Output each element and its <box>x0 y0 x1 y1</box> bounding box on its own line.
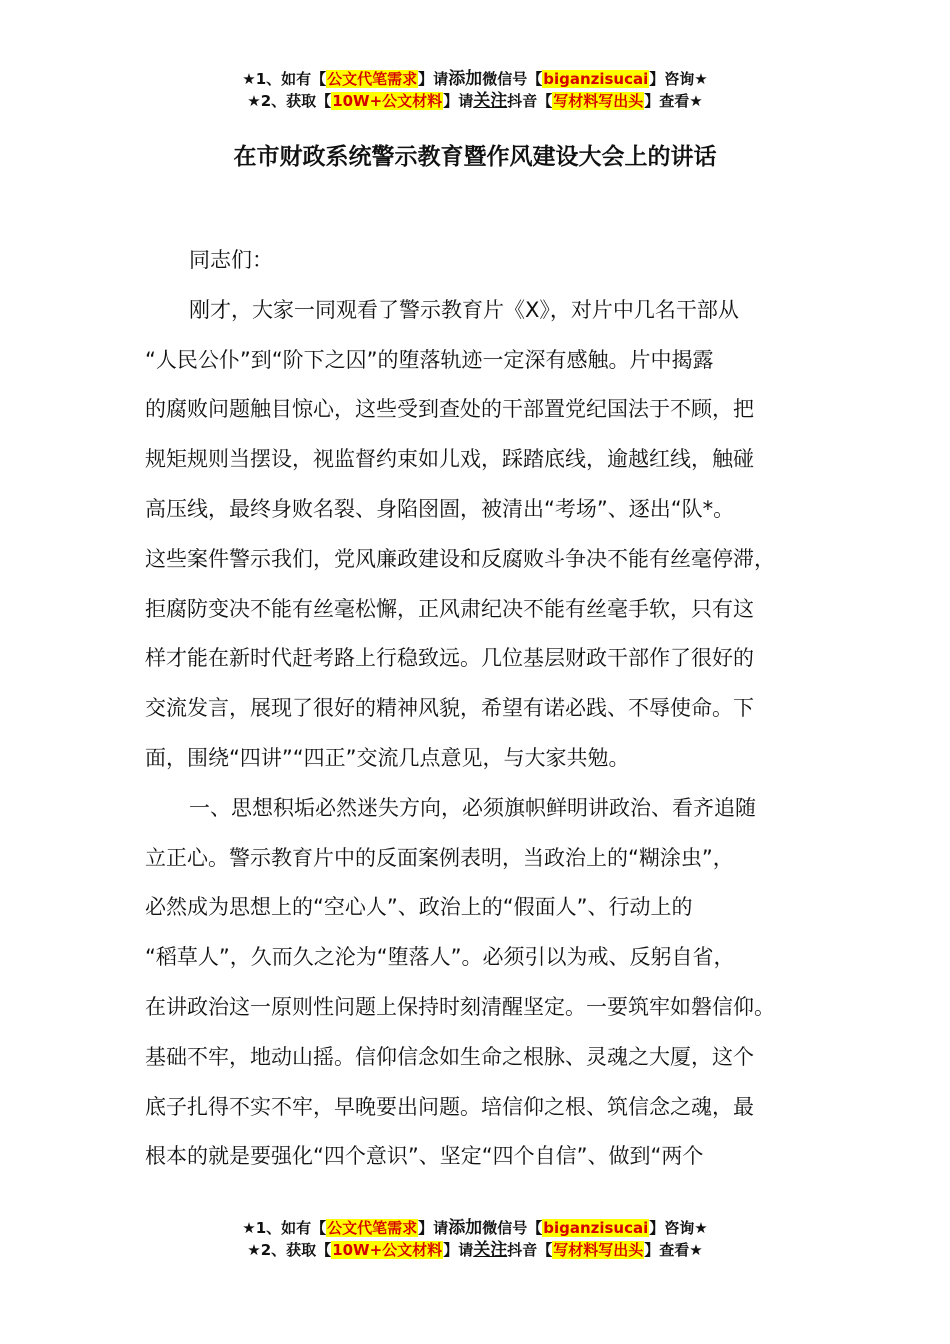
body-line: 刚才，大家一同观看了警示教育片《X》，对片中几名干部从 <box>189 297 739 322</box>
banner-text: 】请 <box>418 70 449 88</box>
banner-highlight: 公文代笔需求 <box>327 1219 418 1237</box>
body-line: 的腐败问题触目惊心，这些受到查处的干部置党纪国法于不顾，把 <box>145 397 754 422</box>
body-line: 根本的就是要强化“四个意识”、坚定“四个自信”、做到“两个 <box>145 1144 704 1169</box>
footer-banner <box>0 1217 950 1261</box>
banner-text: ★2、获取【 <box>247 1241 332 1259</box>
banner-highlight: 公文代笔需求 <box>327 70 418 88</box>
banner-highlight: 写材料写出头 <box>553 92 644 110</box>
footer-line-1 <box>0 1217 950 1239</box>
body-line: 样才能在新时代赶考路上行稳致远。几位基层财政干部作了很好的 <box>145 646 754 671</box>
body-line: 这些案件警示我们，党风廉政建设和反腐败斗争决不能有丝毫停滞， <box>145 546 775 571</box>
body-line: 交流发言，展现了很好的精神风貌，希望有诺必践、不辱使命。下 <box>145 696 754 721</box>
body-line: 规矩规则当摆设，视监督约束如儿戏，踩踏底线，逾越红线，触碰 <box>145 447 754 472</box>
banner-text: 关注 <box>473 91 508 111</box>
banner-highlight: 10W+公文材料 <box>332 92 443 110</box>
body-line: 高压线，最终身败名裂、身陷囹圄，被清出“考场”、逐出“队*。 <box>145 496 735 521</box>
document-body <box>145 236 825 1182</box>
banner-text: 微信号【 <box>482 70 543 88</box>
banner-highlight: biganzisucai <box>543 70 649 88</box>
body-line: 拒腐防变决不能有丝毫松懈，正风肃纪决不能有丝毫手软，只有这 <box>145 596 754 621</box>
banner-text: ★2、获取【 <box>247 92 332 110</box>
banner-text: 添加 <box>448 69 483 89</box>
body-line: 在讲政治这一原则性问题上保持时刻清醒坚定。一要筑牢如磐信仰。 <box>145 994 775 1019</box>
banner-text: 】查看★ <box>644 92 703 110</box>
banner-text: 】咨询★ <box>649 1219 708 1237</box>
banner-text: 】请 <box>418 1219 449 1237</box>
body-line: 同志们： <box>189 248 273 272</box>
body-line: “稻草人”，久而久之沦为“堕落人”。必须引以为戒、反躬自省， <box>145 945 735 970</box>
banner-highlight: biganzisucai <box>543 1219 649 1237</box>
footer-line-2 <box>0 1239 950 1261</box>
body-line: 底子扎得不实不牢，早晚要出问题。培信仰之根、筑信念之魂，最 <box>145 1094 754 1119</box>
banner-line-1 <box>0 68 950 90</box>
banner-line-2 <box>0 90 950 112</box>
header-banner <box>0 68 950 112</box>
body-line: 一、思想积垢必然迷失方向，必须旗帜鲜明讲政治、看齐追随 <box>189 795 756 820</box>
body-line: 面，围绕“四讲”“四正”交流几点意见，与大家共勉。 <box>145 745 630 770</box>
banner-highlight: 写材料写出头 <box>553 1241 644 1259</box>
banner-text: 】请 <box>443 1241 474 1259</box>
banner-text: 添加 <box>448 1218 483 1238</box>
body-line: 必然成为思想上的“空心人”、政治上的“假面人”、行动上的 <box>145 895 693 920</box>
banner-text: 抖音【 <box>507 92 553 110</box>
banner-text: 关注 <box>473 1240 508 1260</box>
body-line: 立正心。警示教育片中的反面案例表明，当政治上的“糊涂虫”， <box>145 845 734 870</box>
banner-highlight: 10W+公文材料 <box>332 1241 443 1259</box>
document-title: 在市财政系统警示教育暨作风建设大会上的讲话 <box>233 144 717 170</box>
banner-text: 】请 <box>443 92 474 110</box>
body-line: 基础不牢，地动山摇。信仰信念如生命之根脉、灵魂之大厦，这个 <box>145 1044 754 1069</box>
banner-text: 】咨询★ <box>649 70 708 88</box>
banner-text: 抖音【 <box>507 1241 553 1259</box>
banner-text: ★1、如有【 <box>242 70 327 88</box>
body-line: “人民公仆”到“阶下之囚”的堕落轨迹一定深有感触。片中揭露 <box>145 347 714 372</box>
banner-text: ★1、如有【 <box>242 1219 327 1237</box>
banner-text: 】查看★ <box>644 1241 703 1259</box>
banner-text: 微信号【 <box>482 1219 543 1237</box>
